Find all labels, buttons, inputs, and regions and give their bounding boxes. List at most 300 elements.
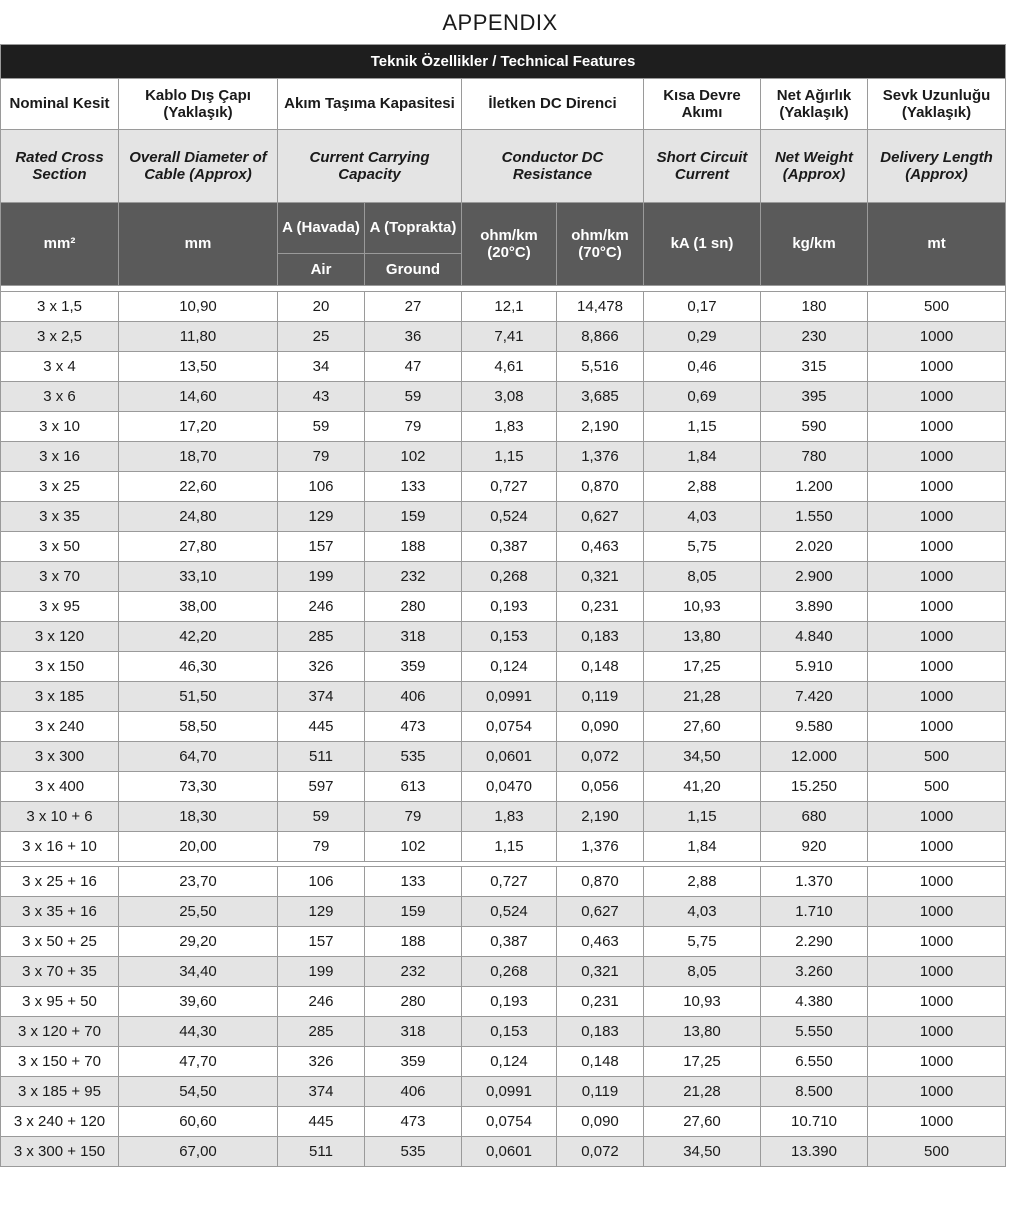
cell-section: 3 x 240 + 120 xyxy=(1,1107,119,1137)
cell-length: 1000 xyxy=(868,1017,1006,1047)
cell-diameter: 29,20 xyxy=(119,927,278,957)
cell-res-20: 0,193 xyxy=(462,592,557,622)
table-title: Teknik Özellikler / Technical Features xyxy=(1,45,1006,79)
cell-length: 1000 xyxy=(868,957,1006,987)
cell-section: 3 x 150 + 70 xyxy=(1,1047,119,1077)
cell-res-20: 0,387 xyxy=(462,532,557,562)
cell-res-70: 0,231 xyxy=(557,592,644,622)
cell-length: 1000 xyxy=(868,352,1006,382)
cell-diameter: 54,50 xyxy=(119,1077,278,1107)
cell-length: 500 xyxy=(868,742,1006,772)
cell-res-70: 0,870 xyxy=(557,472,644,502)
cell-short-circuit: 8,05 xyxy=(644,957,761,987)
cell-diameter: 38,00 xyxy=(119,592,278,622)
cell-res-20: 0,268 xyxy=(462,957,557,987)
cell-diameter: 18,30 xyxy=(119,802,278,832)
cell-weight: 780 xyxy=(761,442,868,472)
cell-diameter: 11,80 xyxy=(119,322,278,352)
cell-air-amp: 25 xyxy=(278,322,365,352)
table-row xyxy=(1,292,1006,322)
table-row xyxy=(1,682,1006,712)
cell-length: 1000 xyxy=(868,412,1006,442)
cell-section: 3 x 120 + 70 xyxy=(1,1017,119,1047)
cell-air-amp: 445 xyxy=(278,712,365,742)
cell-ground-amp: 280 xyxy=(365,987,462,1017)
cell-weight: 5.550 xyxy=(761,1017,868,1047)
table-row xyxy=(1,1107,1006,1137)
cell-air-amp: 79 xyxy=(278,832,365,862)
cell-section: 3 x 4 xyxy=(1,352,119,382)
unit-diameter: mm xyxy=(119,203,278,286)
cell-res-70: 0,056 xyxy=(557,772,644,802)
cell-short-circuit: 2,88 xyxy=(644,867,761,897)
header-en-weight: Net Weight (Approx) xyxy=(761,130,868,203)
cell-ground-amp: 188 xyxy=(365,927,462,957)
page-title: APPENDIX xyxy=(442,10,558,35)
cell-res-70: 0,072 xyxy=(557,1137,644,1167)
cell-res-70: 0,148 xyxy=(557,1047,644,1077)
cell-weight: 6.550 xyxy=(761,1047,868,1077)
cell-air-amp: 374 xyxy=(278,1077,365,1107)
header-en-current: Current Carrying Capacity xyxy=(278,130,462,203)
table-row xyxy=(1,987,1006,1017)
cell-short-circuit: 10,93 xyxy=(644,592,761,622)
header-en-length: Delivery Length (Approx) xyxy=(868,130,1006,203)
cell-length: 1000 xyxy=(868,562,1006,592)
cell-ground-amp: 133 xyxy=(365,472,462,502)
cell-air-amp: 157 xyxy=(278,532,365,562)
cell-air-amp: 511 xyxy=(278,742,365,772)
cell-ground-amp: 27 xyxy=(365,292,462,322)
unit-air-amp: A (Havada) xyxy=(278,203,365,254)
cell-section: 3 x 185 + 95 xyxy=(1,1077,119,1107)
cell-length: 1000 xyxy=(868,802,1006,832)
cell-res-20: 0,0470 xyxy=(462,772,557,802)
cell-diameter: 60,60 xyxy=(119,1107,278,1137)
cell-short-circuit: 5,75 xyxy=(644,927,761,957)
cell-diameter: 46,30 xyxy=(119,652,278,682)
cell-res-70: 0,183 xyxy=(557,1017,644,1047)
cell-short-circuit: 0,69 xyxy=(644,382,761,412)
cell-short-circuit: 1,15 xyxy=(644,412,761,442)
cell-weight: 3.260 xyxy=(761,957,868,987)
cell-ground-amp: 535 xyxy=(365,742,462,772)
cell-short-circuit: 0,17 xyxy=(644,292,761,322)
cell-section: 3 x 35 + 16 xyxy=(1,897,119,927)
cell-length: 500 xyxy=(868,1137,1006,1167)
cell-ground-amp: 102 xyxy=(365,442,462,472)
cell-air-amp: 59 xyxy=(278,802,365,832)
cell-weight: 680 xyxy=(761,802,868,832)
cell-short-circuit: 8,05 xyxy=(644,562,761,592)
cell-length: 1000 xyxy=(868,532,1006,562)
cell-diameter: 64,70 xyxy=(119,742,278,772)
cell-res-20: 3,08 xyxy=(462,382,557,412)
cell-weight: 2.290 xyxy=(761,927,868,957)
cell-ground-amp: 102 xyxy=(365,832,462,862)
cell-res-70: 0,463 xyxy=(557,927,644,957)
cell-ground-amp: 79 xyxy=(365,802,462,832)
cell-ground-amp: 79 xyxy=(365,412,462,442)
cell-air-amp: 79 xyxy=(278,442,365,472)
table-row xyxy=(1,772,1006,802)
cell-air-amp: 285 xyxy=(278,1017,365,1047)
cell-diameter: 34,40 xyxy=(119,957,278,987)
cell-res-70: 5,516 xyxy=(557,352,644,382)
cell-ground-amp: 473 xyxy=(365,712,462,742)
header-tr-weight: Net Ağırlık (Yaklaşık) xyxy=(761,79,868,130)
cell-section: 3 x 1,5 xyxy=(1,292,119,322)
cell-res-20: 0,524 xyxy=(462,897,557,927)
cell-diameter: 18,70 xyxy=(119,442,278,472)
cell-ground-amp: 159 xyxy=(365,502,462,532)
cell-res-20: 1,83 xyxy=(462,802,557,832)
cell-res-20: 0,153 xyxy=(462,622,557,652)
cell-length: 1000 xyxy=(868,652,1006,682)
cell-res-20: 0,387 xyxy=(462,927,557,957)
cell-ground-amp: 133 xyxy=(365,867,462,897)
cell-res-20: 12,1 xyxy=(462,292,557,322)
cell-ground-amp: 613 xyxy=(365,772,462,802)
cell-air-amp: 157 xyxy=(278,927,365,957)
cell-section: 3 x 10 xyxy=(1,412,119,442)
cell-section: 3 x 25 + 16 xyxy=(1,867,119,897)
header-en-section: Rated Cross Section xyxy=(1,130,119,203)
cell-length: 1000 xyxy=(868,1107,1006,1137)
cell-section: 3 x 35 xyxy=(1,502,119,532)
cell-res-70: 8,866 xyxy=(557,322,644,352)
cell-weight: 1.370 xyxy=(761,867,868,897)
cell-short-circuit: 2,88 xyxy=(644,472,761,502)
cell-diameter: 73,30 xyxy=(119,772,278,802)
header-en-short-circuit: Short Circuit Current xyxy=(644,130,761,203)
cell-res-20: 0,268 xyxy=(462,562,557,592)
table-row xyxy=(1,352,1006,382)
cell-section: 3 x 10 + 6 xyxy=(1,802,119,832)
cell-res-20: 0,124 xyxy=(462,1047,557,1077)
cell-res-70: 1,376 xyxy=(557,832,644,862)
cell-res-70: 14,478 xyxy=(557,292,644,322)
cell-weight: 5.910 xyxy=(761,652,868,682)
cell-short-circuit: 17,25 xyxy=(644,652,761,682)
cell-section: 3 x 95 xyxy=(1,592,119,622)
cell-weight: 315 xyxy=(761,352,868,382)
cell-length: 1000 xyxy=(868,897,1006,927)
cell-res-20: 0,0754 xyxy=(462,712,557,742)
cell-short-circuit: 41,20 xyxy=(644,772,761,802)
cell-section: 3 x 240 xyxy=(1,712,119,742)
cell-res-20: 0,0754 xyxy=(462,1107,557,1137)
cell-short-circuit: 13,80 xyxy=(644,1017,761,1047)
cell-length: 500 xyxy=(868,772,1006,802)
header-tr-resistance: İletken DC Direnci xyxy=(462,79,644,130)
table-row xyxy=(1,652,1006,682)
cell-res-20: 0,727 xyxy=(462,472,557,502)
cell-ground-amp: 406 xyxy=(365,682,462,712)
unit-res-20: ohm/km (20°C) xyxy=(462,203,557,286)
cell-section: 3 x 2,5 xyxy=(1,322,119,352)
header-en-diameter: Overall Diameter of Cable (Approx) xyxy=(119,130,278,203)
cell-short-circuit: 1,84 xyxy=(644,832,761,862)
cell-weight: 230 xyxy=(761,322,868,352)
cell-length: 1000 xyxy=(868,592,1006,622)
cell-air-amp: 445 xyxy=(278,1107,365,1137)
cell-air-amp: 199 xyxy=(278,957,365,987)
cell-ground-amp: 47 xyxy=(365,352,462,382)
cell-section: 3 x 50 + 25 xyxy=(1,927,119,957)
cell-ground-amp: 280 xyxy=(365,592,462,622)
cell-diameter: 13,50 xyxy=(119,352,278,382)
cell-air-amp: 106 xyxy=(278,867,365,897)
cell-res-70: 2,190 xyxy=(557,412,644,442)
table-row xyxy=(1,442,1006,472)
unit-short-circuit: kA (1 sn) xyxy=(644,203,761,286)
unit-res-70: ohm/km (70°C) xyxy=(557,203,644,286)
cell-air-amp: 374 xyxy=(278,682,365,712)
table-row xyxy=(1,957,1006,987)
cell-section: 3 x 300 + 150 xyxy=(1,1137,119,1167)
cell-short-circuit: 17,25 xyxy=(644,1047,761,1077)
header-tr-current: Akım Taşıma Kapasitesi xyxy=(278,79,462,130)
cell-diameter: 10,90 xyxy=(119,292,278,322)
cell-weight: 10.710 xyxy=(761,1107,868,1137)
cell-res-70: 0,627 xyxy=(557,897,644,927)
cell-section: 3 x 120 xyxy=(1,622,119,652)
cell-short-circuit: 0,46 xyxy=(644,352,761,382)
cell-ground-amp: 318 xyxy=(365,1017,462,1047)
table-row xyxy=(1,562,1006,592)
header-tr-short-circuit: Kısa Devre Akımı xyxy=(644,79,761,130)
cell-weight: 8.500 xyxy=(761,1077,868,1107)
cell-diameter: 20,00 xyxy=(119,832,278,862)
cell-short-circuit: 1,15 xyxy=(644,802,761,832)
cell-res-70: 0,321 xyxy=(557,562,644,592)
cell-ground-amp: 473 xyxy=(365,1107,462,1137)
table-row xyxy=(1,382,1006,412)
cell-res-20: 0,124 xyxy=(462,652,557,682)
header-tr-length: Sevk Uzunluğu (Yaklaşık) xyxy=(868,79,1006,130)
cell-air-amp: 326 xyxy=(278,652,365,682)
cell-length: 1000 xyxy=(868,622,1006,652)
cell-length: 1000 xyxy=(868,502,1006,532)
cell-air-amp: 59 xyxy=(278,412,365,442)
cell-res-70: 0,231 xyxy=(557,987,644,1017)
cell-length: 1000 xyxy=(868,987,1006,1017)
table-row xyxy=(1,1137,1006,1167)
cell-air-amp: 106 xyxy=(278,472,365,502)
cell-diameter: 44,30 xyxy=(119,1017,278,1047)
table-row xyxy=(1,1077,1006,1107)
header-tr-diameter: Kablo Dış Çapı (Yaklaşık) xyxy=(119,79,278,130)
cell-res-20: 1,15 xyxy=(462,832,557,862)
cell-short-circuit: 4,03 xyxy=(644,502,761,532)
cell-diameter: 24,80 xyxy=(119,502,278,532)
table-row xyxy=(1,802,1006,832)
cell-length: 1000 xyxy=(868,832,1006,862)
cell-section: 3 x 300 xyxy=(1,742,119,772)
cell-diameter: 39,60 xyxy=(119,987,278,1017)
cell-weight: 920 xyxy=(761,832,868,862)
header-row-turkish xyxy=(1,79,1006,130)
cell-section: 3 x 25 xyxy=(1,472,119,502)
cell-short-circuit: 0,29 xyxy=(644,322,761,352)
cell-air-amp: 246 xyxy=(278,592,365,622)
header-en-resistance: Conductor DC Resistance xyxy=(462,130,644,203)
cell-res-20: 0,524 xyxy=(462,502,557,532)
cell-air-amp: 43 xyxy=(278,382,365,412)
cell-diameter: 33,10 xyxy=(119,562,278,592)
cell-res-20: 1,15 xyxy=(462,442,557,472)
cell-length: 1000 xyxy=(868,682,1006,712)
cell-air-amp: 326 xyxy=(278,1047,365,1077)
unit-weight: kg/km xyxy=(761,203,868,286)
cell-res-70: 0,627 xyxy=(557,502,644,532)
cell-air-amp: 199 xyxy=(278,562,365,592)
cell-air-amp: 511 xyxy=(278,1137,365,1167)
table-row xyxy=(1,867,1006,897)
cell-diameter: 22,60 xyxy=(119,472,278,502)
cell-short-circuit: 27,60 xyxy=(644,1107,761,1137)
cell-short-circuit: 34,50 xyxy=(644,742,761,772)
technical-features-table xyxy=(0,44,1006,1167)
cell-air-amp: 34 xyxy=(278,352,365,382)
cell-ground-amp: 535 xyxy=(365,1137,462,1167)
cell-weight: 1.710 xyxy=(761,897,868,927)
cell-res-20: 0,0991 xyxy=(462,682,557,712)
cell-section: 3 x 50 xyxy=(1,532,119,562)
table-row xyxy=(1,532,1006,562)
cell-weight: 180 xyxy=(761,292,868,322)
cell-weight: 1.550 xyxy=(761,502,868,532)
cell-short-circuit: 34,50 xyxy=(644,1137,761,1167)
cell-diameter: 25,50 xyxy=(119,897,278,927)
cell-res-20: 0,0601 xyxy=(462,1137,557,1167)
cell-weight: 590 xyxy=(761,412,868,442)
table-row xyxy=(1,1017,1006,1047)
cell-res-70: 0,463 xyxy=(557,532,644,562)
cell-weight: 12.000 xyxy=(761,742,868,772)
table-row xyxy=(1,1047,1006,1077)
cell-length: 1000 xyxy=(868,927,1006,957)
cell-diameter: 17,20 xyxy=(119,412,278,442)
cell-ground-amp: 59 xyxy=(365,382,462,412)
cell-short-circuit: 13,80 xyxy=(644,622,761,652)
cell-res-20: 0,193 xyxy=(462,987,557,1017)
cell-diameter: 51,50 xyxy=(119,682,278,712)
cell-short-circuit: 1,84 xyxy=(644,442,761,472)
cell-length: 1000 xyxy=(868,1077,1006,1107)
table-row xyxy=(1,472,1006,502)
cell-length: 1000 xyxy=(868,472,1006,502)
cell-diameter: 58,50 xyxy=(119,712,278,742)
cell-ground-amp: 159 xyxy=(365,897,462,927)
cell-weight: 3.890 xyxy=(761,592,868,622)
cell-res-70: 0,119 xyxy=(557,682,644,712)
table-row xyxy=(1,502,1006,532)
cell-res-70: 0,321 xyxy=(557,957,644,987)
cell-weight: 13.390 xyxy=(761,1137,868,1167)
cell-res-70: 1,376 xyxy=(557,442,644,472)
cell-diameter: 27,80 xyxy=(119,532,278,562)
cell-length: 1000 xyxy=(868,1047,1006,1077)
cell-res-20: 7,41 xyxy=(462,322,557,352)
cell-ground-amp: 36 xyxy=(365,322,462,352)
cell-section: 3 x 70 + 35 xyxy=(1,957,119,987)
cell-air-amp: 285 xyxy=(278,622,365,652)
cell-weight: 1.200 xyxy=(761,472,868,502)
cell-section: 3 x 70 xyxy=(1,562,119,592)
cell-res-70: 0,183 xyxy=(557,622,644,652)
cell-section: 3 x 400 xyxy=(1,772,119,802)
cell-air-amp: 597 xyxy=(278,772,365,802)
table-row xyxy=(1,592,1006,622)
cell-section: 3 x 16 xyxy=(1,442,119,472)
cell-short-circuit: 21,28 xyxy=(644,1077,761,1107)
cell-ground-amp: 318 xyxy=(365,622,462,652)
unit-air: Air xyxy=(278,254,365,286)
cell-short-circuit: 4,03 xyxy=(644,897,761,927)
cell-ground-amp: 359 xyxy=(365,652,462,682)
cell-res-70: 0,090 xyxy=(557,712,644,742)
cell-section: 3 x 6 xyxy=(1,382,119,412)
table-body-group-a xyxy=(1,292,1006,862)
header-tr-section: Nominal Kesit xyxy=(1,79,119,130)
cell-res-70: 0,148 xyxy=(557,652,644,682)
table-row xyxy=(1,927,1006,957)
cell-ground-amp: 232 xyxy=(365,957,462,987)
cell-length: 1000 xyxy=(868,867,1006,897)
unit-row xyxy=(1,203,1006,254)
unit-length: mt xyxy=(868,203,1006,286)
cell-weight: 9.580 xyxy=(761,712,868,742)
cell-section: 3 x 95 + 50 xyxy=(1,987,119,1017)
table-row xyxy=(1,897,1006,927)
cell-weight: 2.020 xyxy=(761,532,868,562)
cell-res-70: 0,119 xyxy=(557,1077,644,1107)
unit-ground: Ground xyxy=(365,254,462,286)
cell-air-amp: 246 xyxy=(278,987,365,1017)
cell-short-circuit: 10,93 xyxy=(644,987,761,1017)
cell-weight: 395 xyxy=(761,382,868,412)
table-row xyxy=(1,412,1006,442)
cell-section: 3 x 185 xyxy=(1,682,119,712)
cell-ground-amp: 406 xyxy=(365,1077,462,1107)
cell-air-amp: 129 xyxy=(278,502,365,532)
unit-ground-amp: A (Toprakta) xyxy=(365,203,462,254)
cell-weight: 4.840 xyxy=(761,622,868,652)
cell-res-70: 0,090 xyxy=(557,1107,644,1137)
cell-length: 500 xyxy=(868,292,1006,322)
cell-ground-amp: 359 xyxy=(365,1047,462,1077)
cell-short-circuit: 5,75 xyxy=(644,532,761,562)
unit-section: mm² xyxy=(1,203,119,286)
cell-weight: 7.420 xyxy=(761,682,868,712)
table-row xyxy=(1,322,1006,352)
cell-res-70: 2,190 xyxy=(557,802,644,832)
table-row xyxy=(1,622,1006,652)
cell-diameter: 47,70 xyxy=(119,1047,278,1077)
cell-diameter: 42,20 xyxy=(119,622,278,652)
cell-diameter: 67,00 xyxy=(119,1137,278,1167)
cell-res-20: 0,153 xyxy=(462,1017,557,1047)
cell-res-20: 0,0991 xyxy=(462,1077,557,1107)
cell-res-70: 0,870 xyxy=(557,867,644,897)
cell-res-20: 0,727 xyxy=(462,867,557,897)
cell-length: 1000 xyxy=(868,442,1006,472)
cell-ground-amp: 232 xyxy=(365,562,462,592)
cell-diameter: 14,60 xyxy=(119,382,278,412)
cell-weight: 15.250 xyxy=(761,772,868,802)
